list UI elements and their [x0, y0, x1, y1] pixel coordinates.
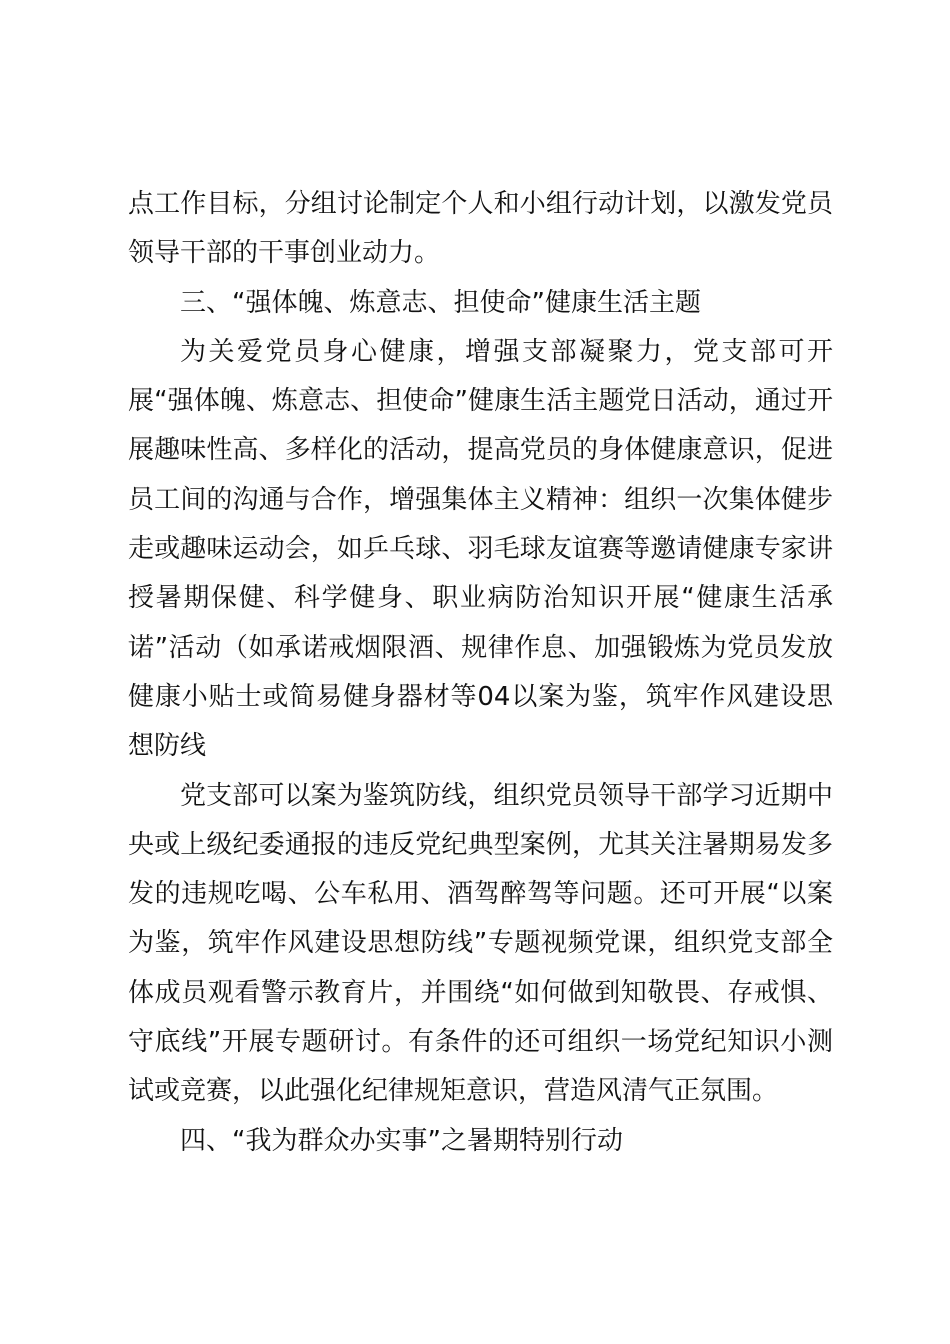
- section-heading-four: 四、“我为群众办实事”之暑期特别行动: [180, 1125, 623, 1156]
- paragraph-health-activity: 为关爱党员身心健康，增强支部凝聚力，党支部可开展“强体魄、炼意志、担使命”健康生活主题党日活动，通过开展趣味性高、多样化的活动，提高党员的身体健康意识，促进员工间的沟通与合作，增强集体主义精神：组织一次集体健步走或趣味运动会，如乒乓球、羽毛球友谊赛等邀请健康专家讲授暑期保健、科学健身、职业病防治知识开展“健康生活承诺”活动（如承诺戒烟限酒、规律作息、加强锻炼为党员发放健康小贴士或简易健身器材等04以案为鉴，筑牢作风建设思想防线: [128, 336, 833, 762]
- paragraph-continuation: 点工作目标，分组讨论制定个人和小组行动计划，以激发党员领导干部的干事创业动力。: [128, 189, 833, 269]
- document-body: [128, 180, 833, 1166]
- paragraph-warning-education: 党支部可以案为鉴筑防线，组织党员领导干部学习近期中央或上级纪委通报的违反党纪典型案例，尤其关注暑期易发多发的违规吃喝、公车私用、酒驾醉驾等问题。还可开展“以案为鉴，筑牢作风建设思想防线”专题视频党课，组织党支部全体成员观看警示教育片，并围绕“如何做到知敬畏、存戒惧、守底线”开展专题研讨。有条件的还可组织一场党纪知识小测试或竞赛，以此强化纪律规矩意识，营造风清气正氛围。: [128, 780, 833, 1107]
- section-heading-three: 三、“强体魄、炼意志、担使命”健康生活主题: [180, 287, 701, 318]
